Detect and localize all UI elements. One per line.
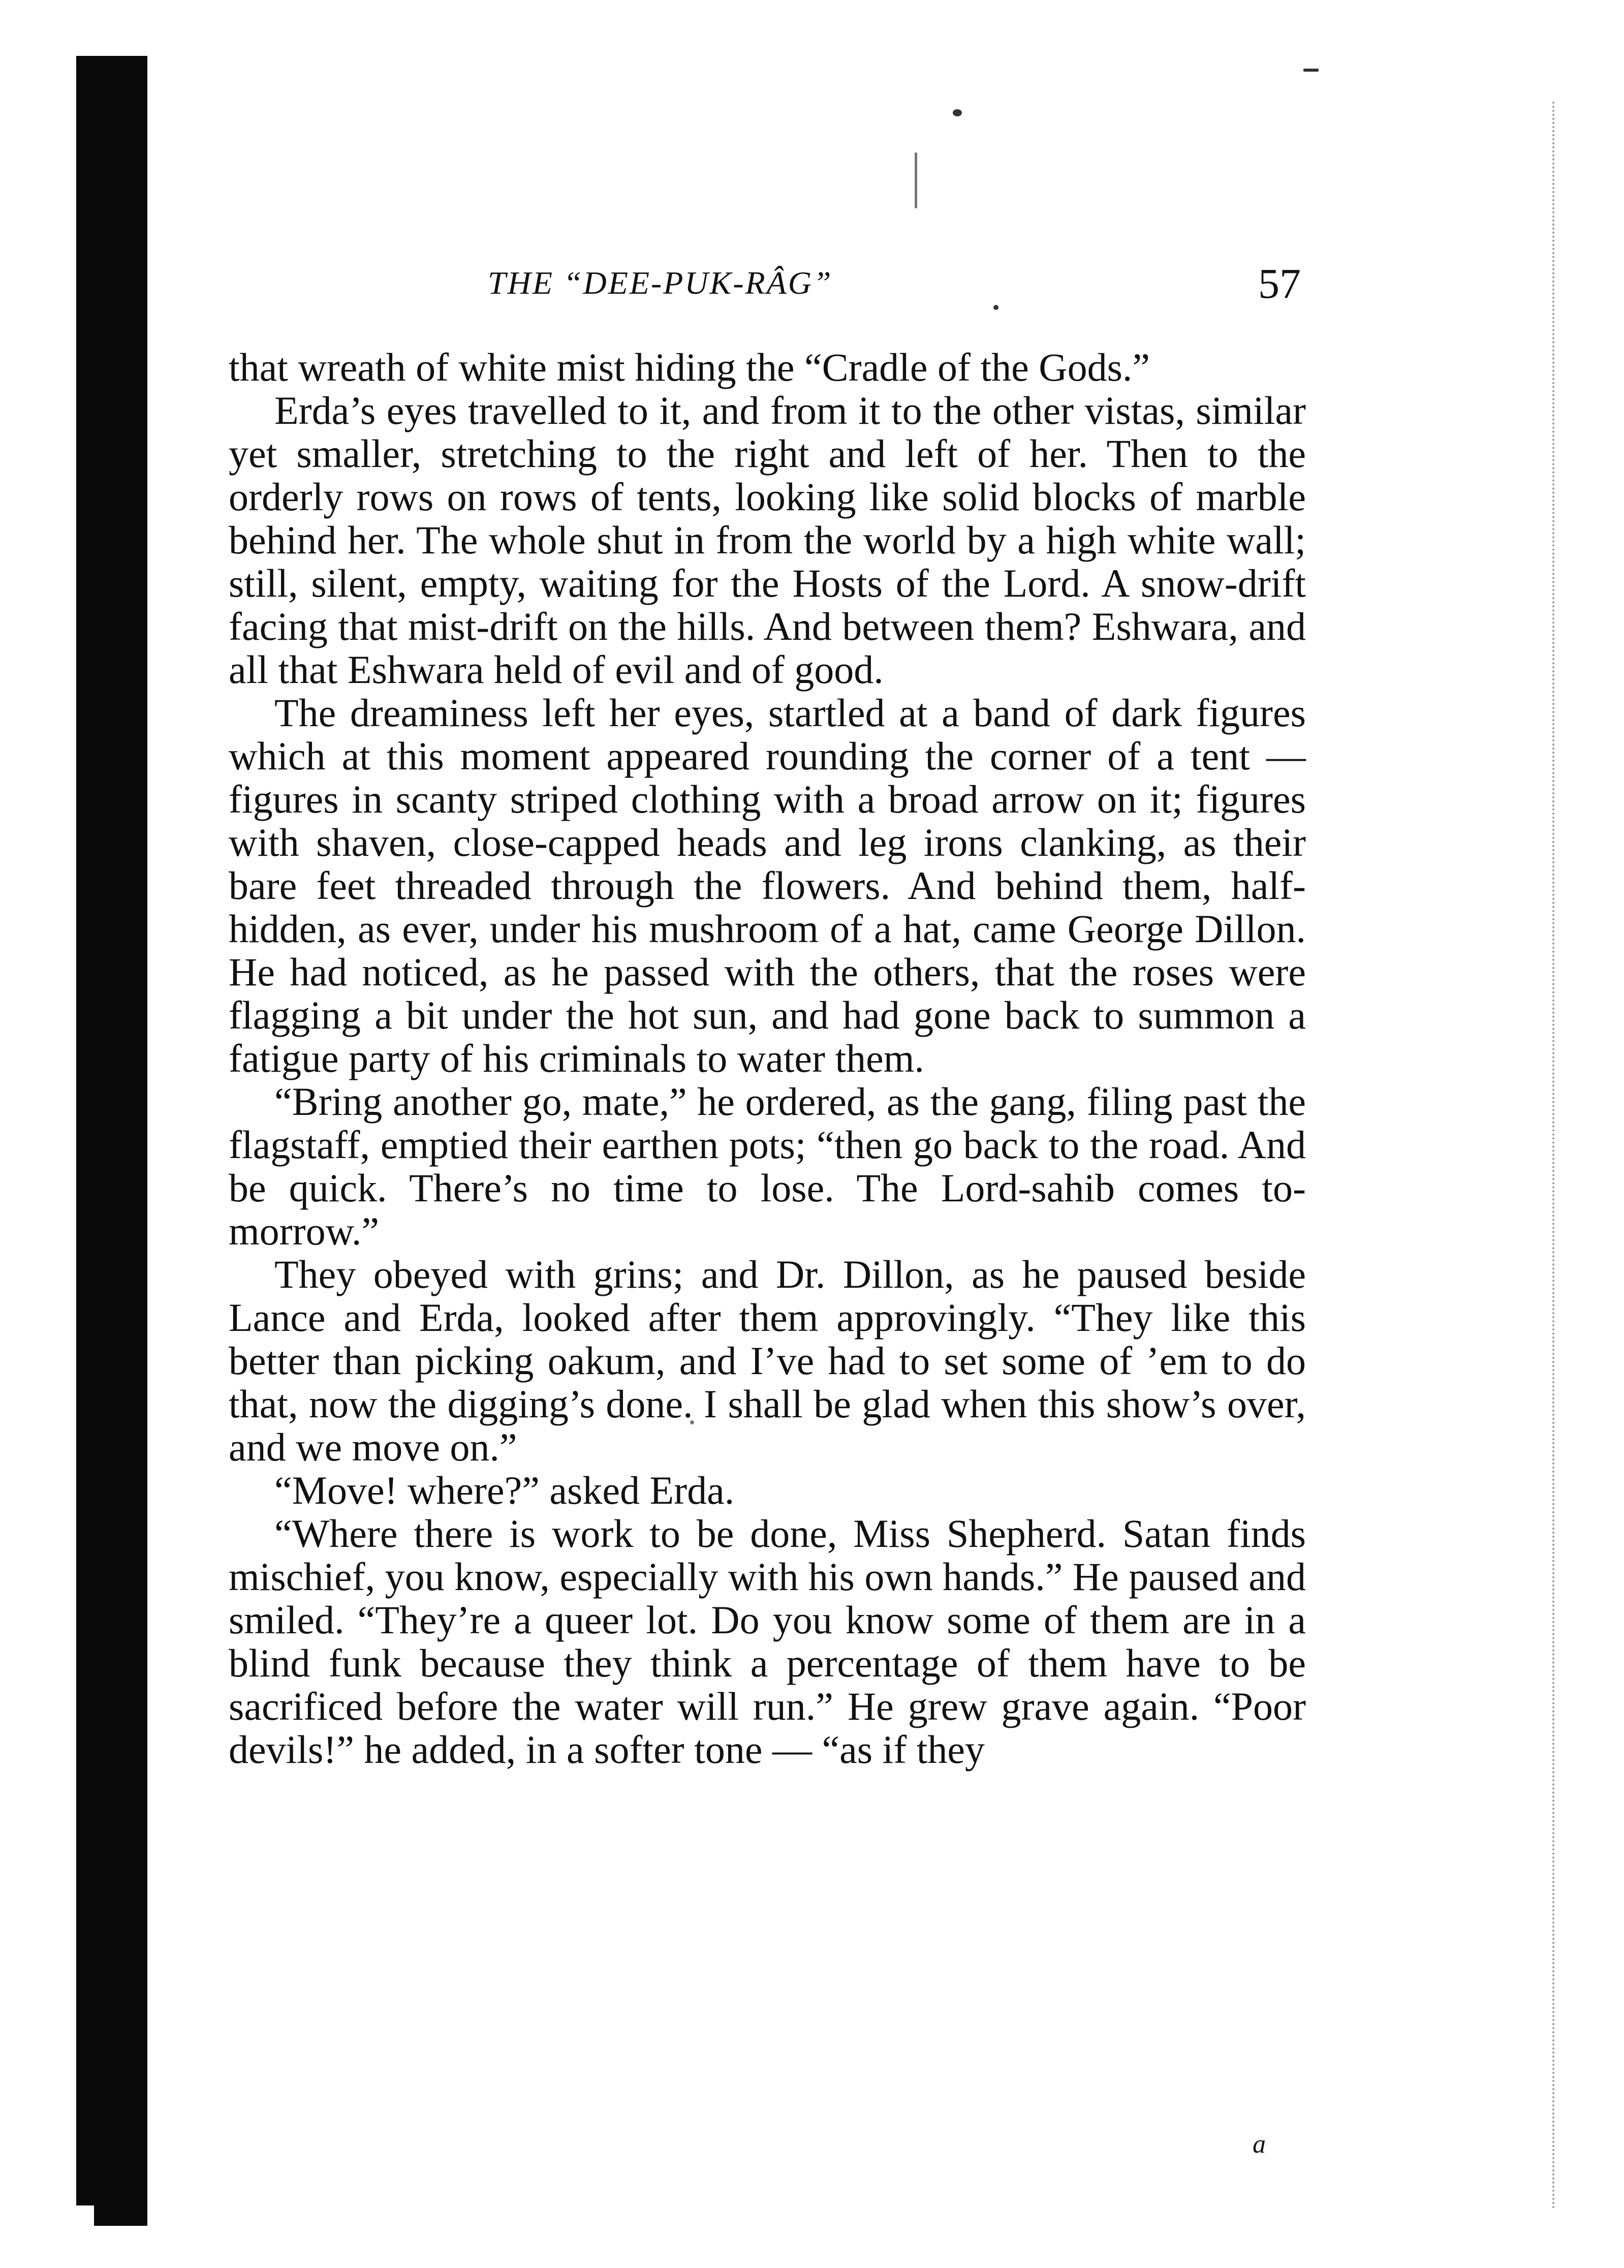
paragraph: that wreath of white mist hiding the “Cradle of the Gods.”: [229, 345, 1150, 389]
paragraph: “Move! where?” asked Erda.: [274, 1468, 735, 1512]
page-number: 57: [1258, 260, 1301, 307]
paragraph: The dreaminess left her eyes, startled at a band of dark figures which at this moment appeared rounding the corner of a tent — figures in scanty striped clothing with a broad arrow on it; figures with shaven, close-capped heads and leg irons clanking, as their bare feet threaded through the flowers. And behind them, half-hidden, as ever, under his mushroom of a hat, came George Dillon. He had noticed, as he passed with the others, that the roses were flagging a bit under the hot sun, and had gone back to summon a fatigue party of his criminals to water them.: [229, 691, 1306, 1080]
running-head-title: THE “DEE-PUK-RÂG”: [488, 265, 833, 301]
paragraph: “Bring another go, mate,” he ordered, as the gang, filing past the flagstaff, emptied their earthen pots; “then go back to the road. And be quick. There’s no time to lose. The Lord-sahib comes to-morrow.”: [229, 1079, 1306, 1253]
paragraph: They obeyed with grins; and Dr. Dillon, as he paused beside Lance and Erda, looked after them approvingly. “They like this better than picking oakum, and I’ve had to set some of ’em to do that, now the digging’s done. I shall be glad when this show’s over, and we move on.”: [229, 1252, 1306, 1469]
scan-speck: [915, 152, 917, 208]
scan-speck: [953, 109, 962, 116]
running-head: [234, 259, 1301, 315]
scan-speck: [1303, 69, 1319, 72]
page-edge-dots: [1552, 102, 1557, 2211]
book-spine-shadow: [76, 56, 147, 2205]
paragraph: Erda’s eyes travelled to it, and from it to the other vistas, similar yet smaller, stretching to the right and left of her. Then to the orderly rows on rows of tents, looking like solid blocks of marble behind her. The whole shut in from the world by a high white wall; still, silent, empty, waiting for the Hosts of the Lord. A snow-drift facing that mist-drift on the hills. And between them? Eshwara, and all that Eshwara held of evil and of good.: [229, 388, 1306, 692]
paragraph: “Where there is work to be done, Miss Shepherd. Satan finds mischief, you know, especially with his own hands.” He paused and smiled. “They’re a queer lot. Do you know some of them are in a blind funk because they think a percentage of them have to be sacrificed before the water will run.” He grew grave again. “Poor devils!” he added, in a softer tone — “as if they: [229, 1511, 1306, 1772]
book-spine-shadow-tail: [94, 2205, 147, 2226]
signature-mark: a: [1253, 2130, 1266, 2159]
body-text: [229, 346, 1306, 1771]
